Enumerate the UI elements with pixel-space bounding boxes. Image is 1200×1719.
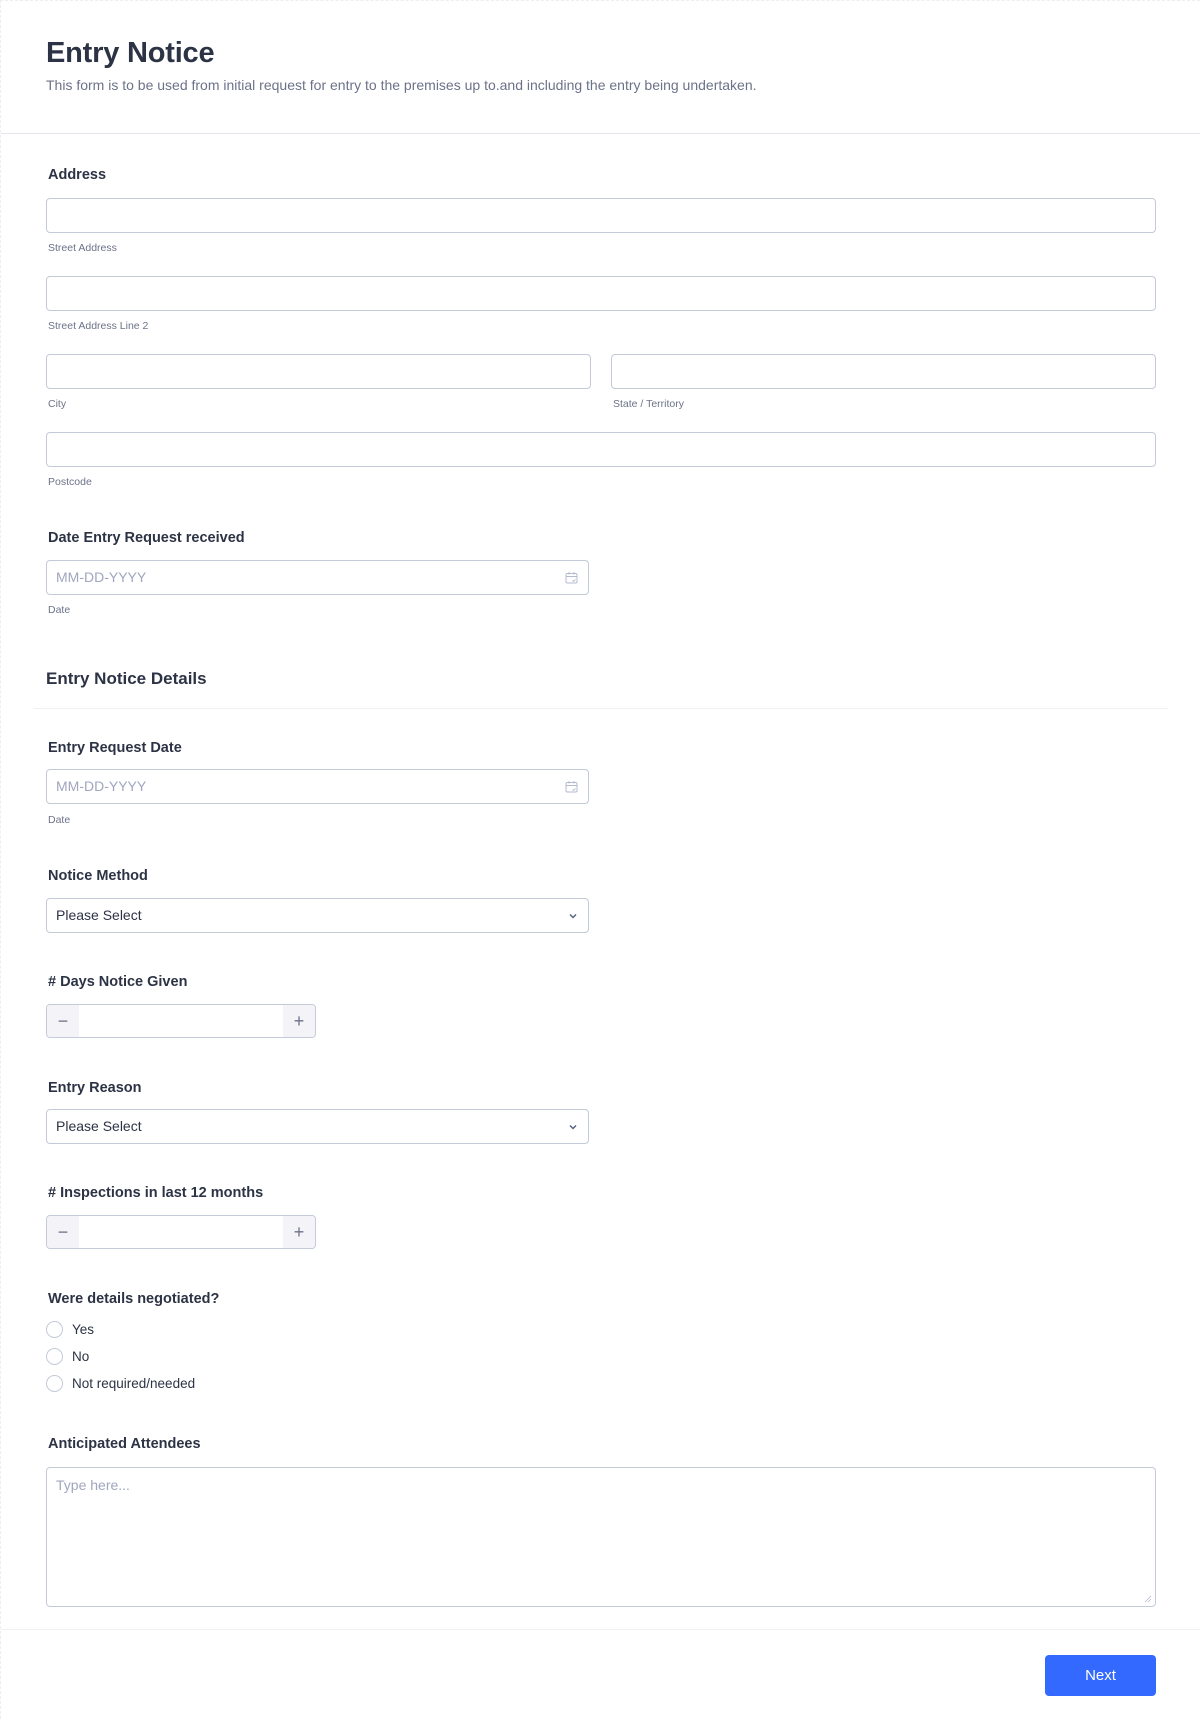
entry-request-date-label: Entry Request Date: [48, 740, 182, 756]
entry-reason-selected: Please Select: [56, 1118, 142, 1134]
street-address-sublabel: Street Address: [48, 242, 117, 254]
chevron-down-icon: [568, 911, 578, 921]
address-label: Address: [48, 167, 107, 183]
postcode-sublabel: Postcode: [48, 476, 92, 488]
radio-option-not-required[interactable]: Not required/needed: [46, 1373, 195, 1393]
entry-reason-label: Entry Reason: [48, 1080, 142, 1096]
notice-method-label: Notice Method: [48, 868, 148, 884]
attendees-label: Anticipated Attendees: [48, 1436, 201, 1452]
radio-button[interactable]: [46, 1348, 63, 1365]
state-territory-input[interactable]: [611, 354, 1156, 389]
chevron-down-icon: [568, 1122, 578, 1132]
entry-request-date-input[interactable]: [46, 769, 589, 804]
date-received-label: Date Entry Request received: [48, 530, 245, 546]
days-notice-input[interactable]: [79, 1005, 283, 1037]
street-address-line2-sublabel: Street Address Line 2: [48, 320, 149, 332]
entry-request-date-placeholder: MM-DD-YYYY: [56, 778, 147, 794]
attendees-placeholder: Type here...: [56, 1477, 130, 1493]
next-button[interactable]: Next: [1045, 1655, 1156, 1696]
city-sublabel: City: [48, 398, 67, 410]
inspections-label: # Inspections in last 12 months: [48, 1185, 264, 1201]
inspections-input[interactable]: [79, 1216, 283, 1248]
minus-icon: −: [57, 1221, 69, 1242]
calendar-icon[interactable]: [565, 780, 578, 793]
entry-reason-select[interactable]: [46, 1109, 589, 1144]
street-address-line2-input[interactable]: [46, 276, 1156, 311]
street-address-input[interactable]: [46, 198, 1156, 233]
calendar-icon[interactable]: [565, 571, 578, 584]
inspections-increment-button[interactable]: [283, 1216, 315, 1248]
date-received-input[interactable]: [46, 560, 589, 595]
days-notice-decrement-button[interactable]: [47, 1005, 79, 1037]
plus-icon: +: [293, 1010, 305, 1031]
minus-icon: −: [57, 1010, 69, 1031]
state-territory-sublabel: State / Territory: [613, 398, 684, 410]
negotiated-label: Were details negotiated?: [48, 1291, 220, 1307]
radio-option-yes[interactable]: Yes: [46, 1319, 94, 1339]
attendees-textarea[interactable]: [46, 1467, 1156, 1607]
header-divider: [1, 133, 1200, 134]
inspections-decrement-button[interactable]: [47, 1216, 79, 1248]
section-title: Entry Notice Details: [46, 669, 207, 688]
radio-button[interactable]: [46, 1375, 63, 1392]
days-notice-stepper: [46, 1004, 316, 1038]
city-input[interactable]: [46, 354, 591, 389]
radio-button[interactable]: [46, 1321, 63, 1338]
days-notice-label: # Days Notice Given: [48, 974, 188, 990]
form-title: Entry Notice: [46, 37, 215, 69]
date-received-sublabel: Date: [48, 604, 71, 616]
notice-method-select[interactable]: [46, 898, 589, 933]
days-notice-increment-button[interactable]: [283, 1005, 315, 1037]
form-subtitle: This form is to be used from initial request for entry to the premises up to.and including the entry being undertaken.: [46, 77, 757, 93]
section-divider: [34, 708, 1168, 709]
postcode-input[interactable]: [46, 432, 1156, 467]
footer-divider: [1, 1629, 1200, 1630]
date-received-placeholder: MM-DD-YYYY: [56, 569, 147, 585]
entry-request-date-sublabel: Date: [48, 814, 71, 826]
inspections-stepper: [46, 1215, 316, 1249]
plus-icon: +: [293, 1221, 305, 1242]
notice-method-selected: Please Select: [56, 907, 142, 923]
radio-option-no[interactable]: No: [46, 1346, 89, 1366]
resize-handle-icon[interactable]: [1144, 1595, 1152, 1603]
